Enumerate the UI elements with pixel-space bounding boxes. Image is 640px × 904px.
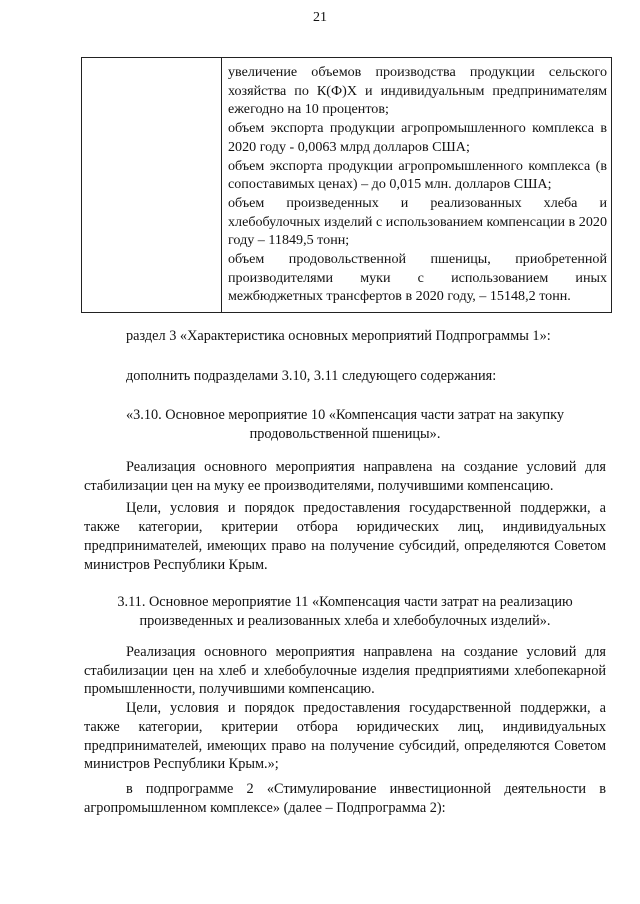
heading-3-11-block bbox=[84, 593, 606, 630]
section3-line: раздел 3 «Характеристика основных мероприятий Подпрограммы 1»: bbox=[126, 328, 551, 344]
indicator-line: увеличение объемов производства продукции сельского хозяйства по К(Ф)Х и индивидуальным предпринимателям ежегодно на 10 процентов; bbox=[228, 64, 607, 118]
table-left-cell bbox=[82, 58, 222, 312]
paragraph-3-10-a: Реализация основного мероприятия направлена на создание условий для стабилизации цен на муку ее производителями, получившими компенсацию. bbox=[84, 459, 606, 494]
heading-3-11: 3.11. Основное мероприятие 11 «Компенсация части затрат на реализацию произведенных и реализованных хлеба и хлебобулочных изделий». bbox=[117, 594, 573, 629]
indicator-line: объем экспорта продукции агропромышленного комплекса (в сопоставимых ценах) – до 0,015 млн. долларов США; bbox=[228, 157, 607, 193]
paragraph-3-10-b: Цели, условия и порядок предоставления государственной поддержки, а также категории, критерии отбора юридических лиц, индивидуальных предпринимателей, имеющих право на получение субсидий, определяются Советом министров Республики Крым. bbox=[84, 500, 606, 573]
indicator-line: объем экспорта продукции агропромышленного комплекса в 2020 году - 0,0063 млрд долларов США; bbox=[228, 120, 607, 155]
section-3-11-body bbox=[84, 643, 606, 774]
paragraph-3-11-b: Цели, условия и порядок предоставления государственной поддержки, а также категории, критерии отбора юридических лиц, индивидуальных предпринимателей, имеющих право на получение субсидий, определяются Советом министров Республики Крым.»; bbox=[84, 700, 606, 773]
supplement-line-block bbox=[84, 367, 606, 386]
subprogram2-line: в подпрограмме 2 «Стимулирование инвестиционной деятельности в агропромышленном комплексе» (далее – Подпрограмма 2): bbox=[84, 781, 606, 816]
indicator-line: объем произведенных и реализованных хлеба и хлебобулочных изделий с использованием компенсации в 2020 году – 11849,5 тонн; bbox=[228, 194, 607, 249]
heading-3-10: «3.10. Основное мероприятие 10 «Компенсация части затрат на закупку продовольственной пшеницы». bbox=[125, 407, 565, 442]
subprogram2-block bbox=[84, 780, 606, 817]
supplement-line: дополнить подразделами 3.10, 3.11 следующего содержания: bbox=[126, 368, 497, 384]
paragraph-3-11-a: Реализация основного мероприятия направлена на создание условий для стабилизации цен на хлеб и хлебобулочные изделия предприятиями хлебопекарной промышленности, получившими компенсацию. bbox=[84, 644, 606, 698]
indicator-line: объем продовольственной пшеницы, приобретенной производителями муки с использованием иных межбюджетных трансфертов в 2020 году, – 15148,2 тонн. bbox=[228, 251, 607, 305]
section-3-10-body bbox=[84, 458, 606, 574]
page-number: 21 bbox=[313, 10, 327, 25]
heading-3-10-block bbox=[84, 406, 606, 443]
table-right-cell bbox=[222, 58, 611, 312]
section3-line-block bbox=[84, 327, 606, 346]
indicators-table bbox=[81, 57, 612, 313]
